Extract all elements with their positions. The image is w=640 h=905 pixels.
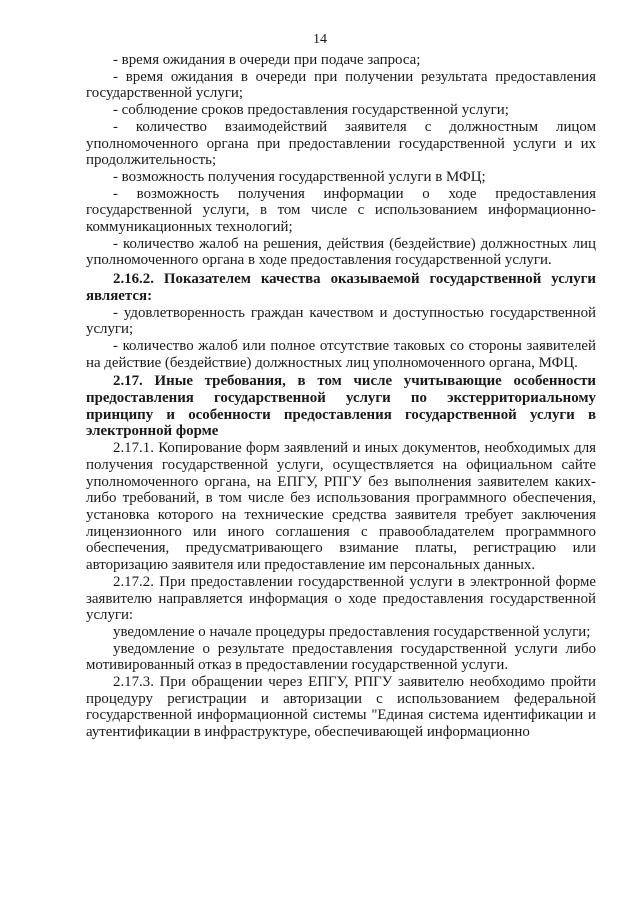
list-item: - возможность получения государственной услуги в МФЦ; [113,168,486,185]
page-body [86,52,596,741]
paragraph-2-17-3: 2.17.3. При обращении через ЕПГУ, РПГУ заявителю необходимо пройти процедуру регистрации и авторизации с использованием федеральной государственной информационной системы "Единая система идентификации и аутентификации в инфраструктуре, обеспечивающей информационно [86,674,596,741]
list-item: - соблюдение сроков предоставления государственной услуги; [113,102,509,119]
section-heading-2-16-2: 2.16.2. Показателем качества оказываемой государственной услуги является: [86,271,596,304]
list-item: - количество жалоб или полное отсутствие таковых со стороны заявителей на действие (бездействие) должностных лиц уполномоченного органа, МФЦ. [86,337,596,371]
list-item: - удовлетворенность граждан качеством и доступностью государственной услуги; [86,304,596,338]
paragraph-2-17-2: 2.17.2. При предоставлении государственной услуги в электронной форме заявителю направляется информация о ходе предоставления государственной услуги: [86,573,596,624]
section-heading-2-17: 2.17. Иные требования, в том числе учитывающие особенности предоставления государственной услуги по экстерриториальному принципу и особенности предоставления государственной услуги в электронной форме [86,373,596,440]
page-number: 14 [313,32,327,47]
paragraph-notification-start: уведомление о начале процедуры предоставления государственной услуги; [113,623,591,640]
list-item: - время ожидания в очереди при получении результата предоставления государственной услуги; [86,68,596,102]
paragraph-2-17-1: 2.17.1. Копирование форм заявлений и иных документов, необходимых для получения государственной услуги, осуществляется на официальном сайте уполномоченного органа, на ЕПГУ, РПГУ без выполнения заявителем каких-либо требований, в том числе без использования программного обеспечения, установка которого на технические средства заявителя требует заключения лицензионного или иного соглашения с правообладателем программного обеспечения, предусматривающего взимание платы, регистрацию или авторизацию заявителя или предоставление им персональных данных. [86,440,596,574]
list-item: - количество жалоб на решения, действия (бездействие) должностных лиц уполномоченного органа в ходе предоставления государственной услуги. [86,235,596,269]
paragraph-notification-result: уведомление о результате предоставления государственной услуги либо мотивированный отказ в предоставлении государственной услуги. [86,640,596,674]
list-item: - время ожидания в очереди при подаче запроса; [113,52,421,68]
list-item: - возможность получения информации о ходе предоставления государственной услуги, в том числе с использованием информационно-коммуникационных технологий; [86,185,596,236]
list-item: - количество взаимодействий заявителя с должностным лицом уполномоченного органа при предоставлении государственной услуги и их продолжительность; [86,118,596,169]
